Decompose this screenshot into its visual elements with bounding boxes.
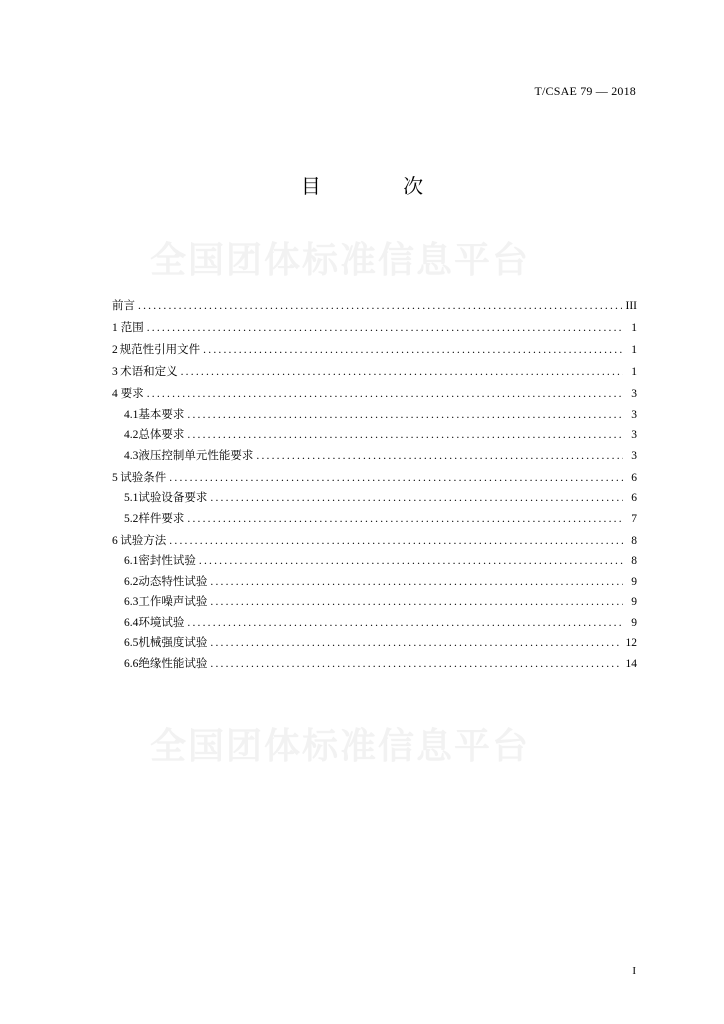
toc-leader-dots [187, 617, 623, 629]
toc-entry-label: 范围 [120, 320, 144, 334]
toc-leader-dots [210, 576, 623, 588]
toc-entry-number: 4 [112, 388, 118, 400]
toc-entry-page: 1 [631, 322, 637, 334]
toc-leader-dots [181, 366, 623, 378]
toc-entry-5-2[interactable] [112, 510, 637, 531]
toc-entry-page: 9 [631, 616, 637, 629]
toc-entry-page: 3 [631, 388, 637, 400]
toc-entry-label: 基本要求 [138, 406, 185, 421]
toc-entry-number: 4.1 [124, 408, 139, 421]
toc-entry-page: 7 [631, 512, 637, 525]
toc-entry-page: 8 [631, 534, 637, 547]
toc-entry-6-3[interactable] [112, 593, 637, 614]
toc-entry-6[interactable] [112, 532, 637, 553]
toc-entry-label: 动态特性试验 [138, 573, 208, 588]
toc-entry-6-1[interactable] [112, 552, 637, 573]
toc-entry-5[interactable] [112, 469, 637, 490]
toc-entry-number: 5.1 [124, 492, 139, 504]
toc-leader-dots [138, 300, 622, 312]
toc-leader-dots [203, 344, 623, 356]
toc-entry-4[interactable] [112, 385, 637, 406]
toc-leader-dots [256, 450, 623, 462]
table-of-contents [112, 297, 637, 675]
toc-leader-dots [147, 388, 623, 400]
toc-entry-label: 总体要求 [138, 427, 185, 441]
toc-entry-number: 1 [112, 322, 118, 334]
toc-entry-page: 12 [625, 637, 637, 649]
toc-entry-4-1[interactable] [112, 406, 637, 427]
toc-entry-number: 6.1 [124, 555, 139, 567]
toc-entry-label: 机械强度试验 [138, 635, 208, 649]
toc-entry-6-2[interactable] [112, 573, 637, 594]
toc-entry-number: 6 [112, 534, 118, 547]
toc-leader-dots [187, 513, 623, 525]
toc-leader-dots [210, 596, 623, 608]
toc-entry-label: 环境试验 [138, 614, 185, 629]
page-number: I [632, 965, 636, 977]
toc-entry-label: 规范性引用文件 [119, 342, 201, 356]
page-title: 目 次 [300, 174, 462, 198]
toc-entry-number: 4.3 [124, 449, 139, 462]
toc-entry-number: 4.2 [124, 429, 139, 441]
toc-entry-page: 3 [631, 408, 637, 421]
toc-entry-4-3[interactable] [112, 447, 637, 468]
toc-entry-label: 密封性试验 [138, 553, 196, 567]
toc-entry-number: 6.2 [124, 575, 139, 588]
toc-entry-label: 试验设备要求 [138, 490, 208, 504]
toc-entry-number: 6.4 [124, 616, 139, 629]
toc-entry-label: 前言 [112, 298, 135, 312]
toc-entry-number: 5.2 [124, 512, 139, 525]
toc-entry-number: 5 [112, 471, 118, 484]
watermark: 全国团体标准信息平台 [150, 240, 531, 281]
toc-entry-label: 要求 [120, 386, 144, 400]
toc-entry-foreword[interactable] [112, 297, 637, 318]
toc-entry-label: 试验条件 [120, 469, 167, 484]
toc-entry-5-1[interactable] [112, 489, 637, 510]
toc-entry-page: 8 [631, 555, 637, 567]
watermark: 全国团体标准信息平台 [150, 726, 531, 767]
toc-entry-4-2[interactable] [112, 426, 637, 447]
toc-leader-dots [199, 555, 623, 567]
toc-entry-label: 术语和定义 [120, 364, 178, 378]
toc-entry-page: III [625, 300, 637, 312]
toc-entry-6-6[interactable] [112, 655, 637, 676]
toc-entry-page: 3 [631, 429, 637, 441]
toc-entry-page: 9 [631, 575, 637, 588]
toc-leader-dots [169, 535, 623, 547]
toc-entry-3[interactable] [112, 363, 637, 384]
toc-leader-dots [169, 472, 623, 484]
toc-entry-number: 2 [112, 344, 118, 356]
toc-entry-number: 6.6 [124, 657, 139, 670]
toc-entry-page: 9 [631, 596, 637, 608]
toc-entry-label: 试验方法 [120, 532, 167, 547]
toc-entry-label: 样件要求 [138, 510, 185, 525]
toc-leader-dots [147, 322, 623, 334]
toc-entry-number: 6.5 [124, 637, 139, 649]
toc-entry-number: 3 [112, 366, 118, 378]
toc-entry-page: 6 [631, 471, 637, 484]
toc-entry-label: 绝缘性能试验 [138, 655, 208, 670]
toc-leader-dots [187, 409, 623, 421]
toc-entry-page: 1 [631, 344, 637, 356]
toc-leader-dots [210, 637, 621, 649]
toc-entry-label: 工作噪声试验 [138, 594, 208, 608]
toc-leader-dots [210, 658, 621, 670]
toc-entry-1[interactable] [112, 319, 637, 340]
toc-entry-6-4[interactable] [112, 614, 637, 635]
toc-entry-page: 6 [631, 492, 637, 504]
toc-entry-page: 1 [631, 366, 637, 378]
toc-leader-dots [187, 429, 623, 441]
toc-leader-dots [210, 492, 623, 504]
toc-entry-2[interactable] [112, 341, 637, 362]
toc-entry-label: 液压控制单元性能要求 [138, 447, 254, 462]
toc-entry-6-5[interactable] [112, 634, 637, 655]
document-code: T/CSAE 79 — 2018 [534, 84, 636, 98]
toc-entry-page: 3 [631, 449, 637, 462]
toc-entry-number: 6.3 [124, 596, 139, 608]
toc-entry-page: 14 [625, 657, 637, 670]
